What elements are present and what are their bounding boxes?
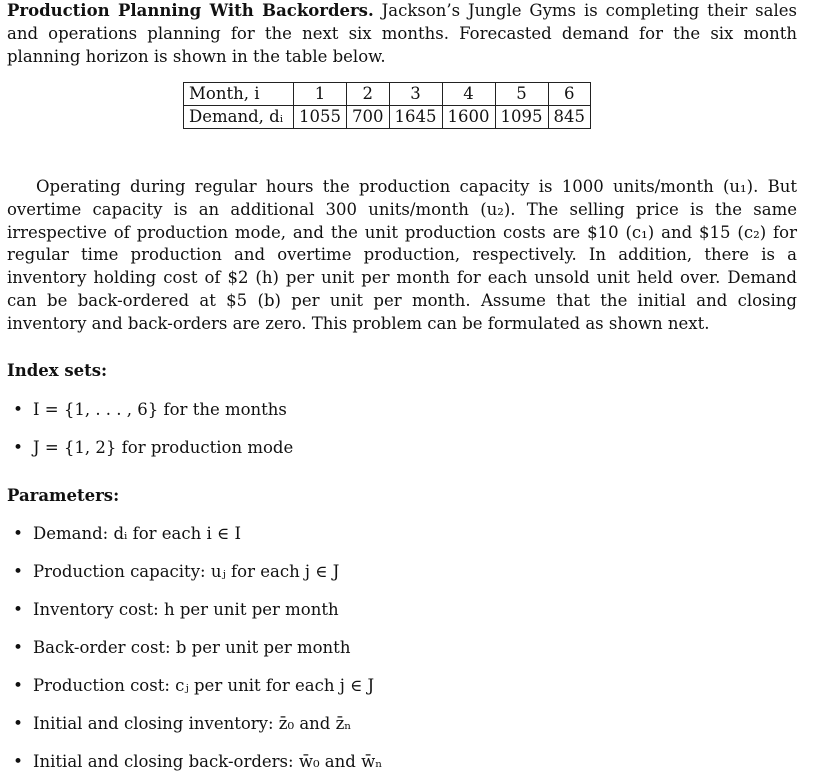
demand-header: Demand, dᵢ — [184, 106, 294, 129]
list-item: • Back-order cost: b per unit per month — [33, 638, 350, 657]
demand-cell: 845 — [548, 106, 591, 129]
list-item: • Initial and closing back-orders: w̄₀ and w̄ₙ — [33, 752, 382, 771]
month-cell: 5 — [495, 83, 548, 106]
month-cell: 2 — [347, 83, 390, 106]
intro-text: Jackson’s Jungle Gyms is completing their sales and operations planning for the next six months. Forecasted demand for the six month planning horizon is shown in the table below. — [7, 1, 797, 66]
list-item: • Production cost: cⱼ per unit for each j ∈ J — [33, 676, 374, 695]
list-item: • Inventory cost: h per unit per month — [33, 600, 339, 619]
demand-cell: 1645 — [389, 106, 442, 129]
demand-cell: 700 — [347, 106, 390, 129]
month-header: Month, i — [184, 83, 294, 106]
demand-table — [183, 82, 591, 129]
demand-cell: 1095 — [495, 106, 548, 129]
intro-paragraph — [7, 0, 797, 68]
parameters-heading: Parameters: — [7, 486, 120, 505]
month-cell: 1 — [294, 83, 347, 106]
demand-cell: 1055 — [294, 106, 347, 129]
list-item: • Demand: dᵢ for each i ∈ I — [33, 524, 241, 543]
problem-title: Production Planning With Backorders. — [7, 1, 374, 20]
month-cell: 4 — [442, 83, 495, 106]
demand-cell: 1600 — [442, 106, 495, 129]
month-cell: 6 — [548, 83, 591, 106]
list-item: • Production capacity: uⱼ for each j ∈ J — [33, 562, 339, 581]
operating-paragraph: Operating during regular hours the production capacity is 1000 units/month (u₁). But overtime capacity is an additional 300 units/month (u₂). The selling price is the same irrespective of production mode, and the unit production costs are $10 (c₁) and $15 (c₂) for regular time production and overtime production, respectively. In addition, there is a inventory holding cost of $2 (h) per unit per month for each unsold unit held over. Demand can be back-ordered at $5 (b) per unit per month. Assume that the initial and closing inventory and back-orders are zero. This problem can be formulated as shown next. — [7, 177, 797, 333]
table-row-demand — [184, 106, 591, 129]
month-cell: 3 — [389, 83, 442, 106]
index-sets-heading: Index sets: — [7, 361, 108, 380]
list-item: • Initial and closing inventory: z̄₀ and z̄ₙ — [33, 714, 351, 733]
list-item: • I = {1, . . . , 6} for the months — [33, 400, 287, 419]
list-item: • J = {1, 2} for production mode — [33, 438, 293, 457]
table-row-month — [184, 83, 591, 106]
